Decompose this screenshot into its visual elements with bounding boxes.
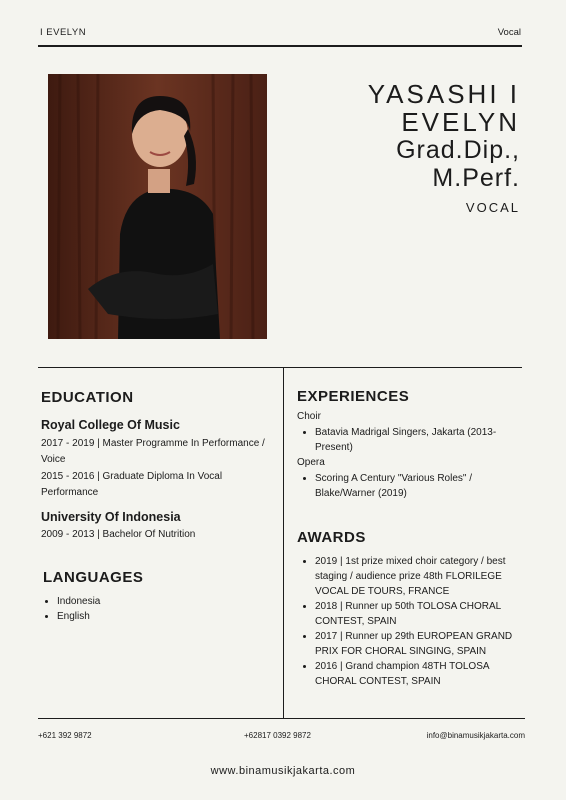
languages-title: LANGUAGES	[43, 569, 144, 586]
portrait-illustration	[48, 74, 267, 339]
profile-degree-1: Grad.Dip.,	[396, 136, 520, 164]
awards-section	[297, 529, 533, 689]
middle-divider	[38, 367, 522, 368]
footer-phone-1: +621 392 9872	[38, 731, 92, 740]
award-item: • 2018 | Runner up 50th TOLOSA CHORAL CONTEST, SPAIN	[315, 599, 533, 629]
profile-name-block	[368, 80, 520, 215]
header-role: Vocal	[497, 27, 521, 38]
column-divider	[283, 367, 284, 719]
education-institution-1: Royal College Of Music	[41, 418, 180, 432]
footer-website[interactable]: www.binamusikjakarta.com	[210, 765, 356, 777]
awards-title: AWARDS	[297, 529, 366, 546]
experiences-section	[297, 388, 527, 501]
header-name: I EVELYN	[40, 27, 87, 38]
profile-name-first: YASASHI I	[367, 79, 520, 109]
education-institution-2: University Of Indonesia	[41, 510, 181, 524]
award-item: • 2017 | Runner up 29th EUROPEAN GRAND PRIX FOR CHORAL SINGING, SPAIN	[315, 629, 533, 659]
profile-role: VOCAL	[465, 200, 520, 215]
language-item: • Indonesia	[57, 594, 273, 609]
education-entry: 2015 - 2016 | Graduate Diploma In Vocal Performance	[41, 471, 223, 498]
language-item: • English	[57, 609, 273, 624]
languages-list	[43, 594, 273, 624]
awards-list	[297, 554, 533, 689]
education-entry: 2009 - 2013 | Bachelor Of Nutrition	[41, 529, 196, 540]
award-item: • 2019 | 1st prize mixed choir category / best staging / audience prize 48th FLORILEGE VOCAL DE TOURS, FRANCE	[315, 554, 533, 599]
profile-degree-2: M.Perf.	[432, 164, 520, 192]
opera-list	[297, 471, 527, 501]
profile-name-last: EVELYN	[401, 107, 520, 137]
footer-email[interactable]: info@binamusikjakarta.com	[426, 731, 525, 740]
footer-phone-2: +62817 0392 9872	[244, 731, 311, 740]
top-divider	[38, 45, 522, 47]
education-section	[41, 389, 277, 543]
choir-list	[297, 425, 527, 455]
portrait-photo	[48, 74, 267, 339]
experience-category-choir: Choir	[297, 411, 321, 422]
bottom-divider	[38, 718, 525, 719]
languages-section	[43, 569, 273, 624]
education-entry: 2017 - 2019 | Master Programme In Performance / Voice	[41, 438, 265, 465]
experience-item: • Scoring A Century "Various Roles" / Blake/Warner (2019)	[315, 471, 527, 501]
education-title: EDUCATION	[41, 389, 134, 406]
experiences-title: EXPERIENCES	[297, 388, 410, 405]
award-item: • 2016 | Grand champion 48TH TOLOSA CHORAL CONTEST, SPAIN	[315, 659, 533, 689]
experience-item: • Batavia Madrigal Singers, Jakarta (2013-Present)	[315, 425, 527, 455]
experience-category-opera: Opera	[297, 457, 325, 468]
